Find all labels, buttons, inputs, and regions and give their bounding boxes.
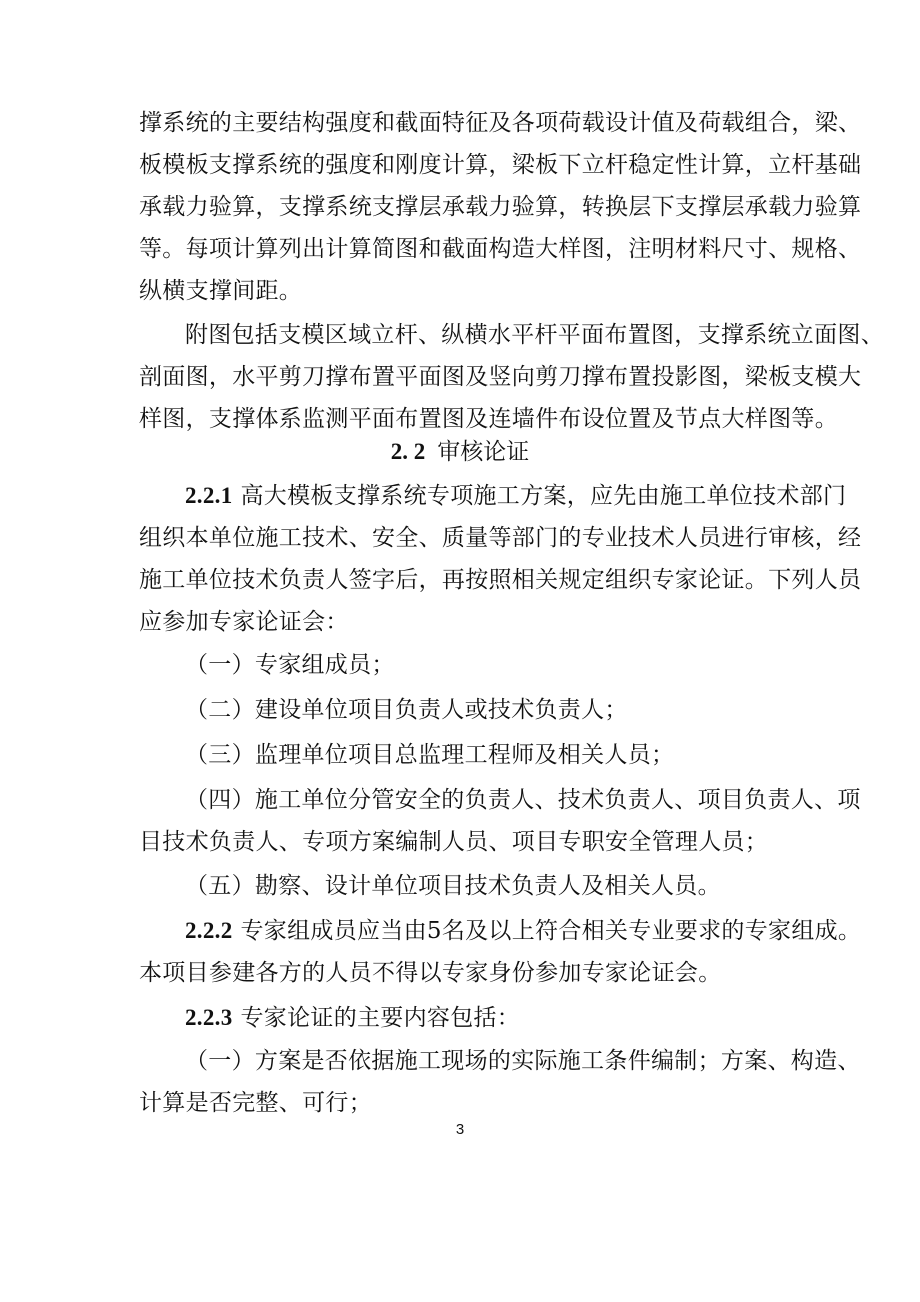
clause-text: 专家组成员应当由5名及以上符合相关专业要求的专家组成。 [240,918,862,944]
paragraph-line: 附图包括支模区域立杆、纵横水平杆平面布置图，支撑系统立面图、 [185,322,884,348]
list-item: （一）方案是否依据施工现场的实际施工条件编制；方案、构造、 [185,1048,861,1074]
section-title: 审核论证 [437,439,530,465]
list-item: （四）施工单位分管安全的负责人、技术负责人、项目负责人、项 [185,787,861,813]
paragraph-line: 撑系统的主要结构强度和截面特征及各项荷载设计值及荷载组合，梁、 [139,110,862,136]
section-number: 2. 2 [390,439,426,464]
list-item: （一）专家组成员； [185,652,395,678]
clause-line [0,914,920,948]
paragraph-line: 应参加专家论证会： [139,609,349,635]
paragraph-line: 纵横支撑间距。 [139,278,303,304]
clause-line [0,479,920,513]
clause-line [0,1001,920,1035]
section-heading [0,435,920,469]
paragraph-line: 承载力验算，支撑系统支撑层承载力验算，转换层下支撑层承载力验算 [139,194,862,220]
list-item: （三）监理单位项目总监理工程师及相关人员； [185,742,675,768]
paragraph-line: 施工单位技术负责人签字后，再按照相关规定组织专家论证。下列人员 [139,567,862,593]
paragraph-line: 本项目参建各方的人员不得以专家身份参加专家论证会。 [139,960,722,986]
list-item: 目技术负责人、专项方案编制人员、项目专职安全管理人员； [139,829,769,855]
paragraph-line: 样图，支撑体系监测平面布置图及连墙件布设位置及节点大样图等。 [139,406,838,432]
paragraph-line: 板模板支撑系统的强度和刚度计算，梁板下立杆稳定性计算，立杆基础 [139,152,862,178]
clause-text: 专家论证的主要内容包括： [240,1005,521,1031]
paragraph-line: 组织本单位施工技术、安全、质量等部门的专业技术人员进行审核，经 [139,525,862,551]
clause-text: 高大模板支撑系统专项施工方案，应先由施工单位技术部门 [240,483,847,509]
list-item: （二）建设单位项目负责人或技术负责人； [185,697,628,723]
paragraph-line: 剖面图，水平剪刀撑布置平面图及竖向剪刀撑布置投影图，梁板支模大 [139,364,862,390]
clause-number: 2.2.3 [185,1005,233,1030]
clause-number: 2.2.1 [185,483,233,508]
page-number: 3 [455,1121,465,1138]
paragraph-line: 等。每项计算列出计算简图和截面构造大样图，注明材料尺寸、规格、 [139,236,862,262]
list-item: （五）勘察、设计单位项目技术负责人及相关人员。 [185,873,721,899]
list-item: 计算是否完整、可行； [139,1090,372,1116]
clause-number: 2.2.2 [185,918,233,943]
